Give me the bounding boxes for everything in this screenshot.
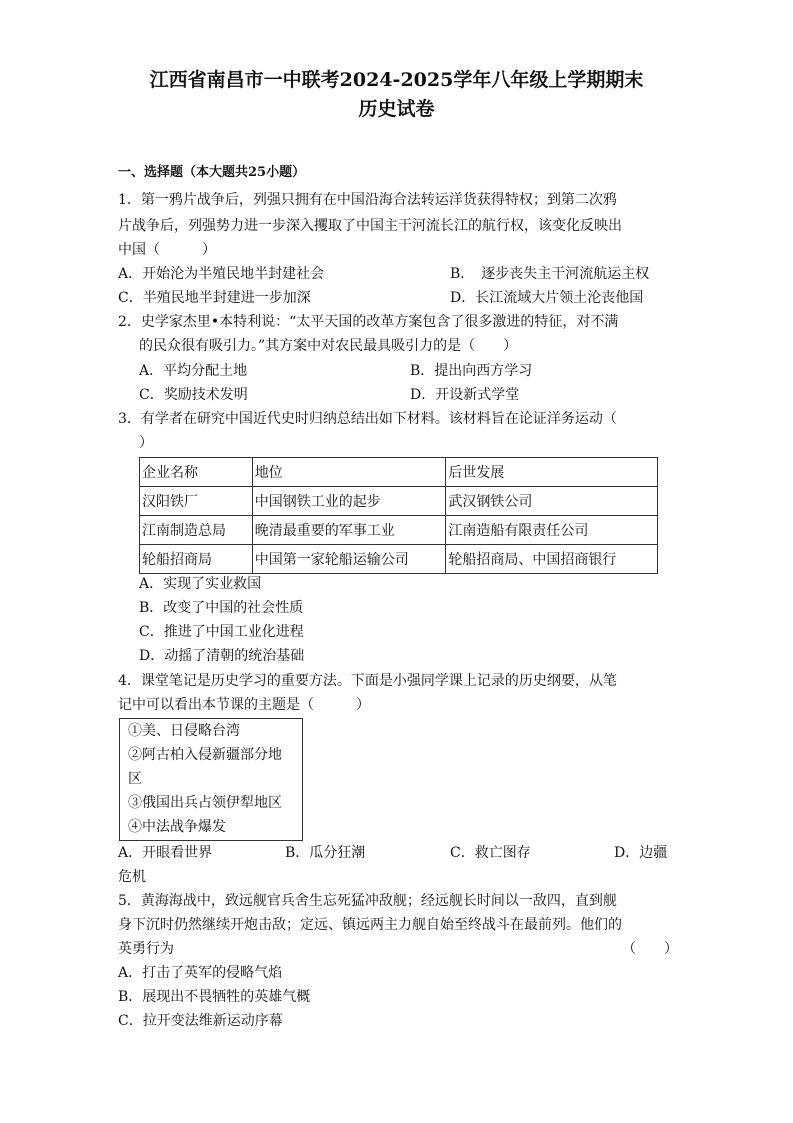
- table-row: [140, 516, 658, 545]
- table-cell: 武汉钢铁公司: [446, 487, 658, 516]
- section-heading: 一、选择题（本大题共25小题）: [118, 165, 306, 180]
- q4-option-a: A．开眼看世界: [118, 845, 213, 861]
- q3-stem-line-1: 3．有学者在研究中国近代史时归纳总结出如下材料。该材料旨在论证洋务运动（: [118, 411, 617, 427]
- q3-option-b: B．改变了中国的社会性质: [139, 600, 304, 616]
- q2-option-d: D．开设新式学堂: [410, 387, 520, 403]
- q3-option-d: D．动摇了清朝的统治基础: [139, 648, 305, 664]
- title-line-1: 江西省南昌市一中联考2024-2025学年八年级上学期期末: [149, 69, 644, 91]
- q4-option-b: B．瓜分狂潮: [285, 845, 366, 861]
- q3-stem-line-2: ）: [139, 435, 153, 451]
- note-item: ②阿古柏入侵新疆部分地: [128, 747, 282, 763]
- q1-stem-line-2: 片战争后，列强势力进一步深入攫取了中国主干河流长江的航行权，该变化反映出: [118, 218, 622, 234]
- q1-option-d: D．长江流域大片领土沦丧他国: [450, 290, 644, 306]
- table-cell: 中国第一家轮船运输公司: [252, 545, 446, 574]
- q5-stem-line-2: 身下沉时仍然继续开炮击敌；定远、镇远两主力舰自始至终战斗在最前列。他们的: [118, 917, 622, 933]
- table-cell: 晚清最重要的军事工业: [252, 516, 446, 545]
- table-header-cell: 地位: [252, 458, 446, 487]
- q4-option-c: C．救亡图存: [450, 845, 531, 861]
- q1-option-a: A．开始沦为半殖民地半封建社会: [118, 266, 325, 282]
- q4-stem-line-1: 4．课堂笔记是历史学习的重要方法。下面是小强同学课上记录的历史纲要，从笔: [118, 673, 617, 689]
- q5-option-a: A．打击了英军的侵略气焰: [118, 965, 283, 981]
- q5-option-c: C．拉开变法维新运动序幕: [118, 1013, 283, 1029]
- q5-stem-line-3: 英勇行为: [118, 941, 174, 957]
- q2-stem-line-1: 2．史学家杰里•本特利说：“太平天国的改革方案包含了很多激进的特征，对不满: [118, 314, 619, 330]
- q2-option-a: A．平均分配土地: [139, 363, 248, 379]
- q2-option-c: C．奖励技术发明: [139, 387, 248, 403]
- q1-option-c: C．半殖民地半封建进一步加深: [118, 290, 311, 306]
- note-item: ④中法战争爆发: [128, 819, 226, 835]
- table-cell: 中国钢铁工业的起步: [252, 487, 446, 516]
- table-row: [140, 545, 658, 574]
- table-cell: 江南造船有限责任公司: [446, 516, 658, 545]
- enterprise-table: [139, 457, 658, 574]
- q4-option-d-continued: 危机: [118, 869, 146, 885]
- table-cell: 江南制造总局: [140, 516, 253, 545]
- q5-option-b: B．展现出不畏牺牲的英雄气概: [118, 989, 311, 1005]
- q4-option-d: D．边疆: [614, 845, 668, 861]
- q3-option-a: A．实现了实业救国: [139, 576, 262, 592]
- q1-stem-line-1: 1．第一鸦片战争后，列强只拥有在中国沿海合法转运洋货获得特权；到第二次鸦: [118, 192, 617, 208]
- notes-box: [119, 718, 303, 841]
- exam-title: [100, 66, 693, 124]
- q5-stem-line-1: 5．黄海海战中，致远舰官兵舍生忘死猛冲敌舰；经远舰长时间以一敌四，直到舰: [118, 893, 617, 909]
- note-item: 区: [128, 771, 142, 787]
- note-item: ①美、日侵略台湾: [128, 723, 240, 739]
- q2-stem-line-2: 的民众很有吸引力。”其方案中对农民最具吸引力的是（ ）: [139, 338, 518, 354]
- table-header-cell: 企业名称: [140, 458, 253, 487]
- q1-option-b: B． 逐步丧失主干河流航运主权: [450, 266, 650, 282]
- q1-stem-line-3: 中国（ ）: [118, 242, 216, 258]
- table-cell: 轮船招商局: [140, 545, 253, 574]
- table-row: [140, 487, 658, 516]
- title-line-2: 历史试卷: [358, 98, 435, 120]
- table-header-row: [140, 458, 658, 487]
- q5-answer-paren: （ ）: [622, 941, 678, 957]
- table-cell: 汉阳铁厂: [140, 487, 253, 516]
- q4-stem-line-2: 记中可以看出本节课的主题是（ ）: [118, 697, 370, 713]
- note-item: ③俄国出兵占领伊犁地区: [128, 795, 282, 811]
- table-cell: 轮船招商局、中国招商银行: [446, 545, 658, 574]
- q3-option-c: C．推进了中国工业化进程: [139, 624, 304, 640]
- table-header-cell: 后世发展: [446, 458, 658, 487]
- q2-option-b: B．提出向西方学习: [410, 363, 533, 379]
